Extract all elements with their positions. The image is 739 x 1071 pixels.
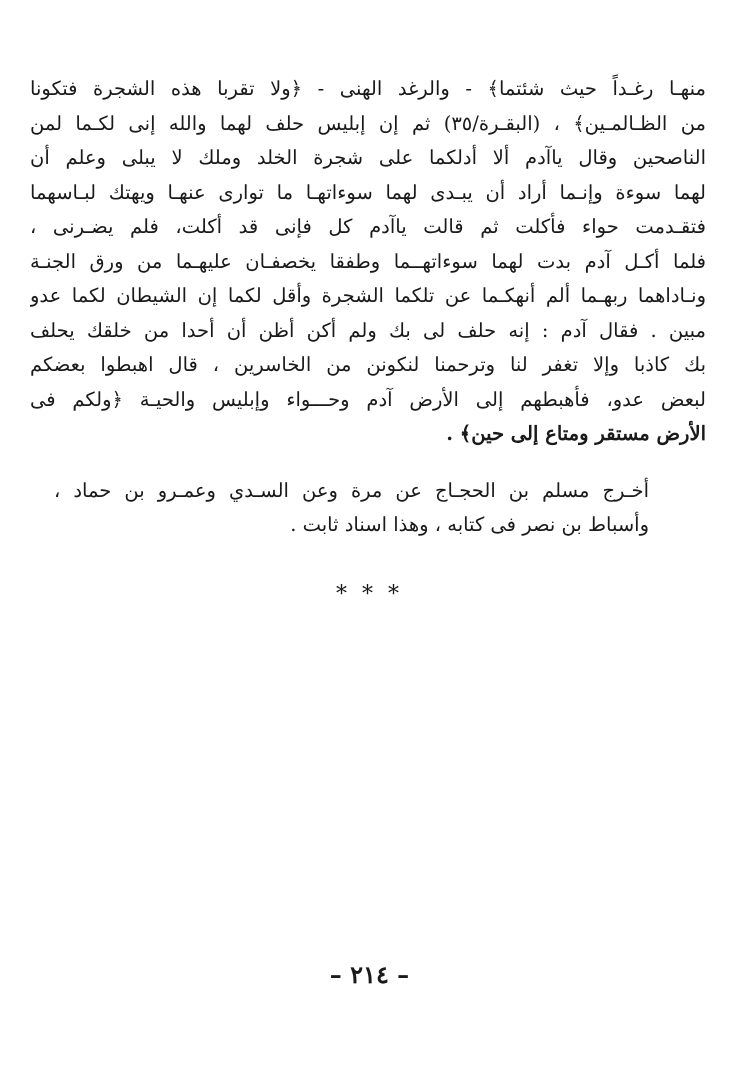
text-line-10: لبعض عدو، فأهبطهم إلى الأرض آدم وحـــواء وإبليس والحيـة ﴿ولكم فى xyxy=(30,387,706,411)
text-line-7: ونـاداهما ربهـما ألم أنهكـما عن تلكما الشجرة وأقل لكما إن الشيطان لكما عدو xyxy=(30,284,706,307)
page-number: – ٢١٤ – xyxy=(329,960,410,989)
source-note xyxy=(54,474,649,542)
text-line-4: لهما سوءة وإنـما أراد أن يبـدى لهما سوءاتهـا ما توارى عنهـا ويهتك لبـاسهما xyxy=(30,180,706,204)
text-line-6: فلما أكـل آدم بدت لهما سوءاتهــما وطفقا يخصفـان عليهـما من ورق الجنـة xyxy=(30,249,706,273)
text-line-5: فتقـدمت حواء فأكلت ثم قالت ياآدم كل فإنى قد أكلت، فلم يضـرنى ، xyxy=(30,215,706,238)
note-line-2: وأسباط بن نصر فى كتابه ، وهذا اسناد ثابت . xyxy=(290,513,649,536)
text-line-9: بك كاذبا وإلا تغفر لنا وترحمنا لنكونن من الخاسرين ، قال اهبطوا بعضكم xyxy=(30,353,706,376)
section-separator: * * * xyxy=(336,582,403,607)
text-line-8: مبين . فقال آدم : إنه حلف لى بك ولم أكن أظن أن أحدا من خلقك يحلف xyxy=(30,318,706,342)
text-line-11: الأرض مستقر ومتاع إلى حين﴾ . xyxy=(446,422,706,445)
text-line-2: من الظـالمـين﴾ ، (البقـرة/٣٥) ثم إن إبليس حلف لهما والله إنى لكـما لمن xyxy=(30,111,706,135)
note-line-1: أخـرج مسلم بن الحجـاج عن مرة وعن السـدي وعمـرو بن حماد ، xyxy=(54,479,649,502)
text-line-3: الناصحين وقال ياآدم ألا أدلكما على شجرة الخلد وملك لا يبلى وعلم أن xyxy=(30,146,706,169)
main-paragraph xyxy=(30,72,706,452)
text-line-1: منهـا رغـداً حيث شئتما﴾ - والرغد الهنى - ﴿ولا تقربا هذه الشجرة فتكونا xyxy=(30,77,706,100)
